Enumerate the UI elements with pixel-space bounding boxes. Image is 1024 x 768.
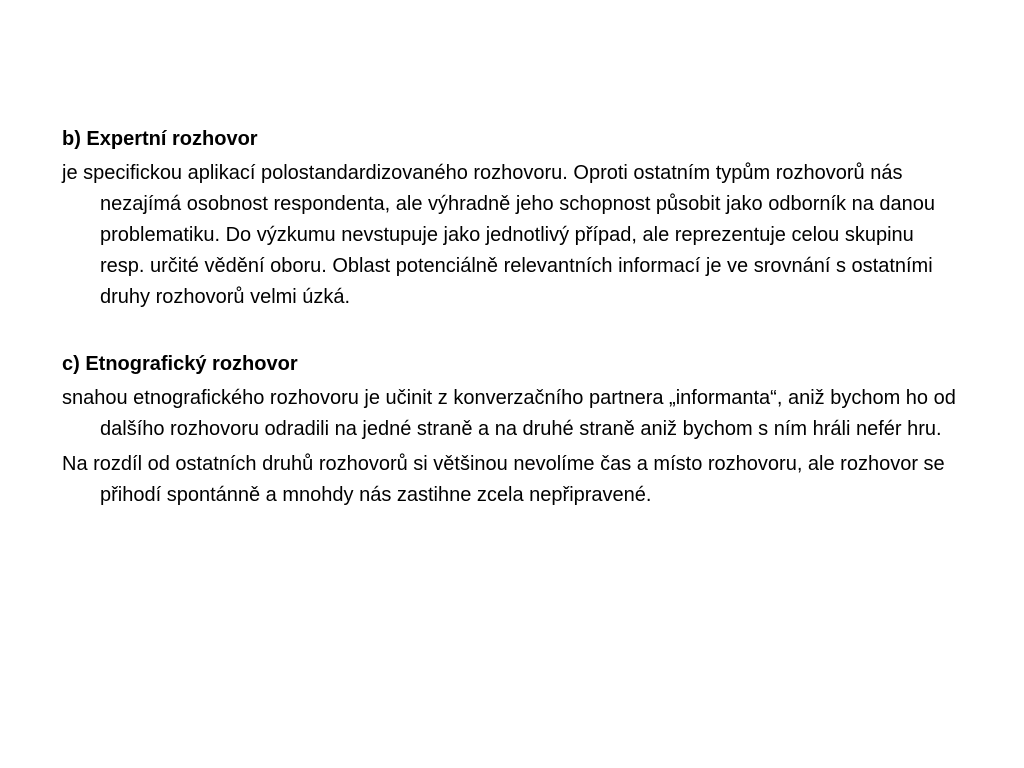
slide-content [62,124,962,515]
section-paragraph: snahou etnografického rozhovoru je učinit z konverzačního partnera „informanta“, aniž bychom ho od dalšího rozhovoru odradili na jedné straně a na druhé straně aniž bychom s ním hráli nefér hru. [62,387,956,440]
section-heading: c) Etnografický rozhovor [62,353,298,375]
section-paragraph: Na rozdíl od ostatních druhů rozhovorů si většinou nevolíme čas a místo rozhovoru, ale rozhovor se přihodí spontánně a mnohdy nás zastihne zcela nepřipravené. [62,453,945,506]
section-paragraph: je specifickou aplikací polostandardizovaného rozhovoru. Oproti ostatním typům rozhovorů nás nezajímá osobnost respondenta, ale výhradně jeho schopnost působit jako odborník na danou problematiku. Do výzkumu nevstupuje jako jednotlivý případ, ale reprezentuje celou skupinu resp. určité vědění oboru. Oblast potenciálně relevantních informací je ve srovnání s ostatními druhy rozhovorů velmi úzká. [62,162,936,308]
section-heading: b) Expertní rozhovor [62,128,258,150]
section-expert-interview [62,124,962,313]
section-ethnographic-interview [62,349,962,511]
section-spacer [62,317,962,349]
